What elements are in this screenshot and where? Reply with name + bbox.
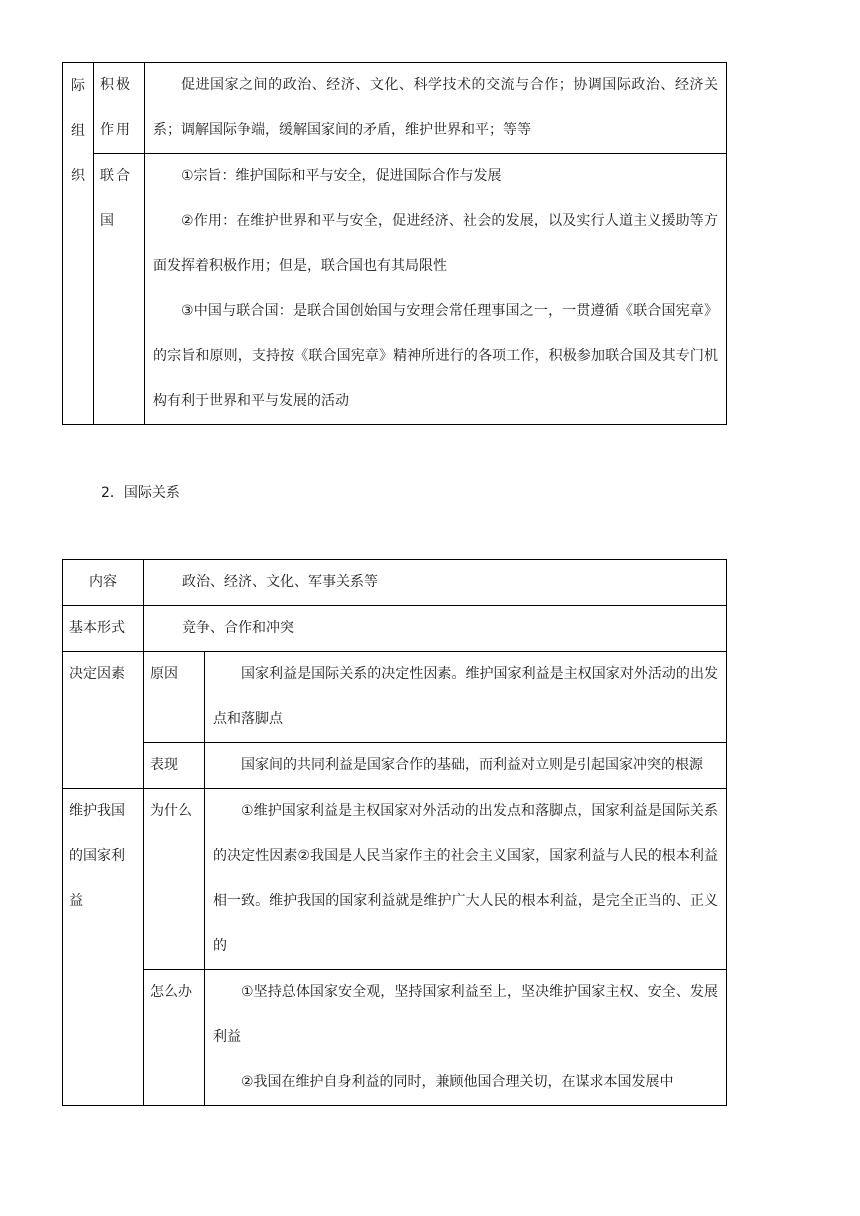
reason-label: 原因 (144, 652, 205, 743)
un-label: 联合国 (94, 154, 145, 425)
maintain-how-row (63, 970, 727, 1106)
un-purpose: ①宗旨：维护国际和平与安全，促进国际合作与发展 (181, 168, 502, 184)
side-label-char: 际 (71, 78, 85, 94)
positive-role-row (63, 63, 727, 154)
decisive-reason-row (63, 652, 727, 743)
content-row (63, 560, 727, 606)
how-label: 怎么办 (144, 970, 205, 1106)
un-china: ③中国与联合国：是联合国创始国与安理会常任理事国之一，一贯遵循《联合国宪章》的宗旨和原则，支持按《联合国宪章》精神所进行的各项工作，积极参加联合国及其专门机构有利于世界和平与发展的活动 (153, 303, 718, 409)
positive-role-label: 积极作用 (94, 63, 145, 154)
why-label: 为什么 (144, 789, 205, 970)
maintain-why-row (63, 789, 727, 970)
maintain-label: 维护我国的国家利益 (63, 789, 144, 1106)
side-label-char: 组 (71, 123, 85, 139)
un-role: ②作用：在维护世界和平与安全，促进经济、社会的发展，以及实行人道主义援助等方面发挥着积极作用；但是，联合国也有其局限性 (153, 213, 718, 274)
manifest-label: 表现 (144, 743, 205, 789)
why-text: ①维护国家利益是主权国家对外活动的出发点和落脚点，国家利益是国际关系的决定性因素②我国是人民当家作主的社会主义国家，国家利益与人民的根本利益相一致。维护我国的国家利益就是维护广大人民的根本利益，是完全正当的、正义的 (205, 789, 727, 970)
how-text (205, 970, 727, 1106)
decisive-manifest-row (63, 743, 727, 789)
basic-form-text: 竞争、合作和冲突 (144, 606, 727, 652)
content-label: 内容 (63, 560, 144, 606)
decisive-label: 决定因素 (63, 652, 144, 789)
un-row (63, 154, 727, 425)
how-point-2: ②我国在维护自身利益的同时，兼顾他国合理关切，在谋求本国发展中 (241, 1074, 674, 1090)
positive-role-text: 促进国家之间的政治、经济、文化、科学技术的交流与合作；协调国际政治、经济关系；调解国际争端，缓解国家间的矛盾，维护世界和平；等等 (145, 63, 727, 154)
section-heading: 2．国际关系 (101, 485, 180, 501)
reason-text: 国家利益是国际关系的决定性因素。维护国家利益是主权国家对外活动的出发点和落脚点 (205, 652, 727, 743)
basic-form-label: 基本形式 (63, 606, 144, 652)
side-label-char: 织 (71, 168, 85, 184)
how-point-1: ①坚持总体国家安全观，坚持国家利益至上，坚决维护国家主权、安全、发展利益 (213, 984, 718, 1045)
basic-form-row (63, 606, 727, 652)
side-label (63, 63, 94, 425)
intl-organization-table (62, 62, 727, 425)
content-text: 政治、经济、文化、军事关系等 (144, 560, 727, 606)
manifest-text: 国家间的共同利益是国家合作的基础，而利益对立则是引起国家冲突的根源 (205, 743, 727, 789)
un-text (145, 154, 727, 425)
intl-relations-table (62, 559, 727, 1106)
